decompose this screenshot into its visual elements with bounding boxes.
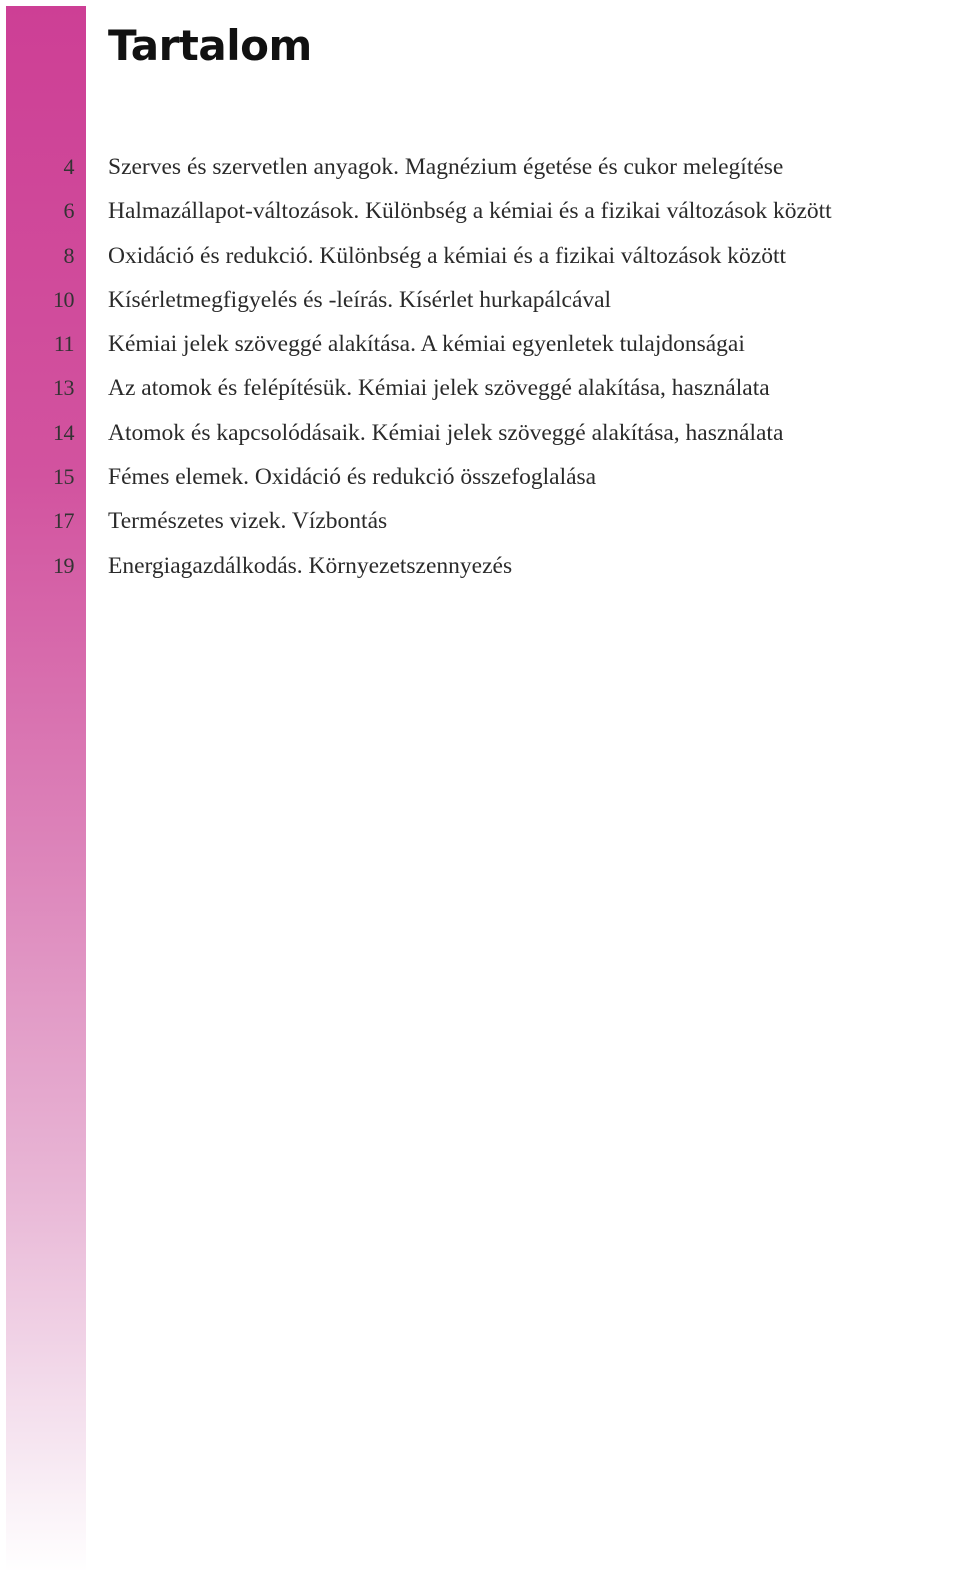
toc-entry-title: Oxidáció és redukció. Különbség a kémiai és a fizikai változások között [108,242,787,269]
page-title: Tartalom [108,21,312,70]
toc-entry[interactable] [0,455,960,499]
toc-page-number: 14 [53,419,74,445]
toc-entry-title: Atomok és kapcsolódásaik. Kémiai jelek szöveggé alakítása, használata [108,419,784,446]
table-of-contents [0,145,960,588]
toc-page-number: 19 [53,552,74,578]
toc-page-number: 17 [53,508,74,534]
toc-entry-title: Természetes vizek. Vízbontás [108,508,388,535]
toc-entry-title: Kémiai jelek szöveggé alakítása. A kémiai egyenletek tulajdonságai [108,331,745,358]
toc-entry[interactable] [0,366,960,410]
toc-entry-title: Fémes elemek. Oxidáció és redukció összefoglalása [108,464,597,491]
toc-entry[interactable] [0,322,960,366]
toc-entry[interactable] [0,278,960,322]
toc-entry-title: Energiagazdálkodás. Környezetszennyezés [108,552,513,579]
toc-entry[interactable] [0,234,960,278]
toc-entry-title: Halmazállapot-változások. Különbség a kémiai és a fizikai változások között [108,198,832,225]
toc-entry[interactable] [0,411,960,455]
toc-entry[interactable] [0,499,960,543]
toc-page-number: 4 [63,154,74,179]
toc-entry-title: Szerves és szervetlen anyagok. Magnézium égetése és cukor melegítése [108,154,784,180]
toc-page-number: 15 [53,464,74,490]
toc-entry[interactable] [0,189,960,233]
toc-page-number: 13 [53,375,74,401]
toc-entry[interactable] [0,145,960,189]
toc-page-number: 8 [63,242,74,268]
toc-page-number: 6 [63,198,74,224]
toc-page-number: 10 [53,286,74,312]
toc-entry[interactable] [0,544,960,588]
toc-page-number: 11 [53,331,74,357]
toc-entry-title: Az atomok és felépítésük. Kémiai jelek szöveggé alakítása, használata [108,375,770,402]
toc-entry-title: Kísérletmegfigyelés és -leírás. Kísérlet hurkapálcával [108,286,612,313]
